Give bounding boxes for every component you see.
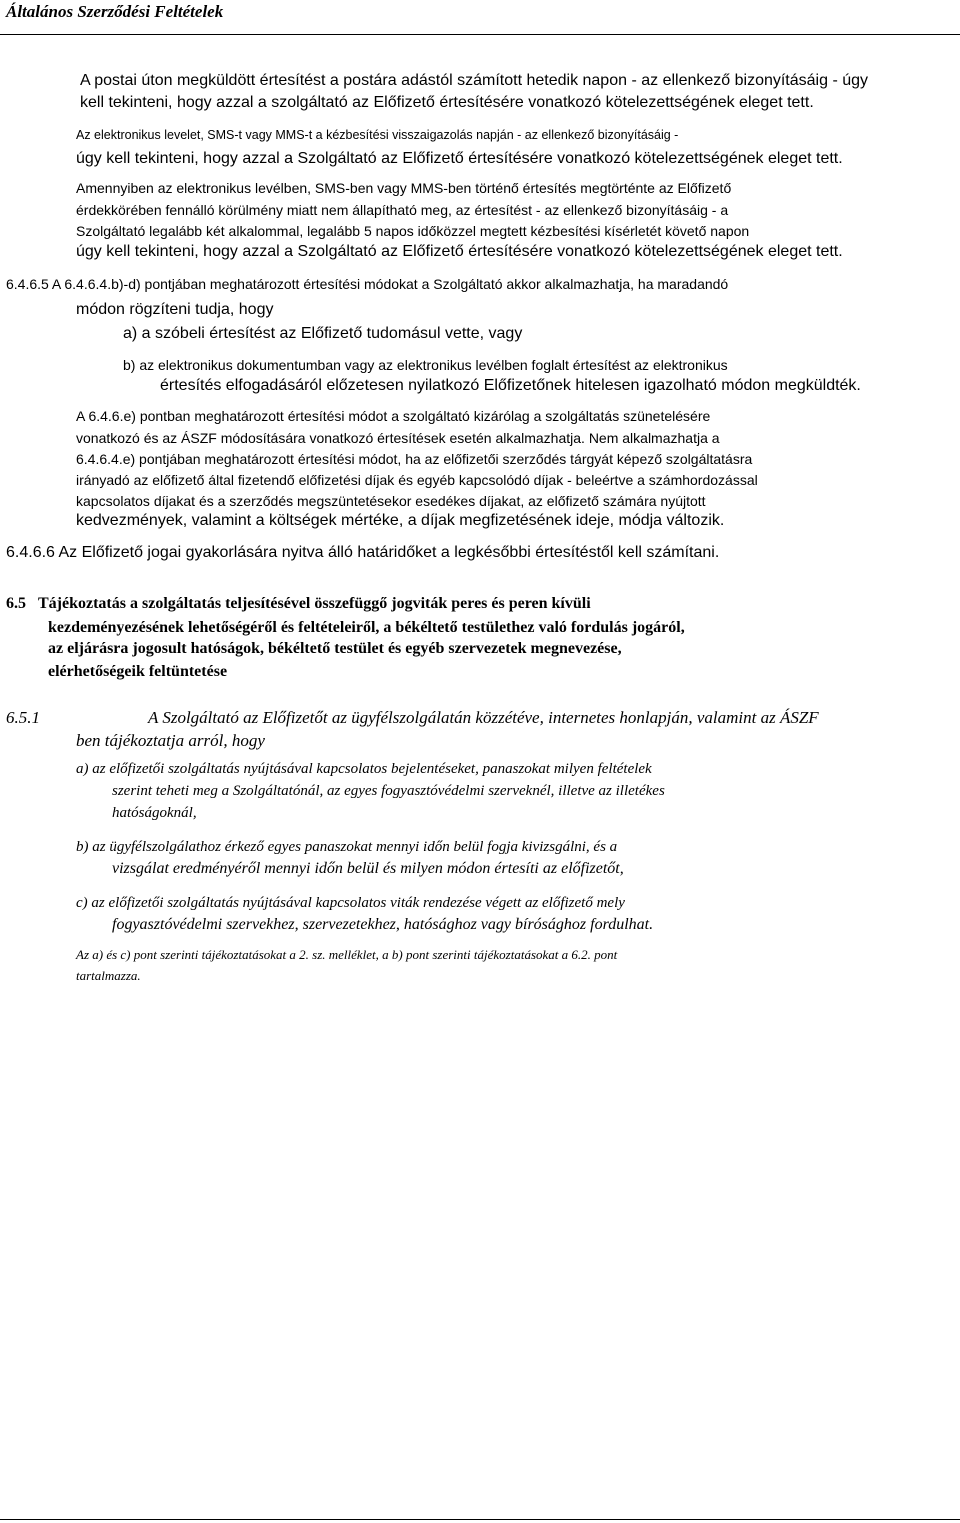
paragraph-6466e-line: irányadó az előfizető által fizetendő előfizetési díjak és egyéb kapcsolódó díjak - beleértve a számhordozással xyxy=(76,472,758,488)
paragraph-6466e-line: 6.4.6.4.e) pontjában meghatározott értesítési módot, ha az előfizetői szerződés tárgyát képező szolgáltatásra xyxy=(76,451,753,467)
section-6465-line: módon rögzíteni tudja, hogy xyxy=(76,301,274,318)
section-6465-item-a: a) a szóbeli értesítést az Előfizető tudomásul vette, vagy xyxy=(123,325,523,342)
section-651-item-a: a) az előfizetői szolgáltatás nyújtásával kapcsolatos bejelentéseket, panaszokat milyen feltételek xyxy=(76,761,652,777)
section-651-item-c: c) az előfizetői szolgáltatás nyújtásával kapcsolatos viták rendezése végett az előfizető mely xyxy=(76,895,625,911)
paragraph-undeliverable-line: úgy kell tekinteni, hogy azzal a Szolgáltató az Előfizető értesítésére vonatkozó kötelezettségének eleget tett. xyxy=(76,243,843,260)
section-65-heading-line: elérhetőségeik feltüntetése xyxy=(48,663,228,680)
paragraph-undeliverable-line: érdekkörében fennálló körülmény miatt nem állapítható meg, az értesítést - az ellenkező bizonyításáig - a xyxy=(76,202,729,218)
paragraph-electronic-line: úgy kell tekinteni, hogy azzal a Szolgáltató az Előfizető értesítésére vonatkozó kötelezettségének eleget tett. xyxy=(76,150,843,167)
footer-rule xyxy=(0,1519,960,1520)
document-title: Általános Szerződési Feltételek xyxy=(6,2,224,21)
paragraph-undeliverable-line: Szolgáltató legalább két alkalommal, legalább 5 napos időközzel megtett kézbesítési kísérletét követő napon xyxy=(76,223,750,239)
section-651-line: A Szolgáltató az Előfizetőt az ügyfélszolgálatán közzétéve, internetes honlapján, valamint az ÁSZF xyxy=(148,708,819,727)
paragraph-6466e-line: kapcsolatos díjakat és a szerződés megszüntetésekor esedékes díjakat, az előfizető számára nyújtott xyxy=(76,493,706,509)
section-651-item-b: b) az ügyfélszolgálathoz érkező egyes panaszokat mennyi időn belül fogja kivizsgálni, és a xyxy=(76,839,618,855)
section-65-heading-line: kezdeményezésének lehetőségéről és feltételeiről, a békéltető testülethez való fordulás jogáról, xyxy=(48,619,685,636)
section-6465-item-b: értesítés elfogadásáról előzetesen nyilatkozó Előfizetőnek hitelesen igazolható módon megküldték. xyxy=(160,377,861,394)
section-6465-item-b: b) az elektronikus dokumentumban vagy az elektronikus levélben foglalt értesítést az elektronikus xyxy=(123,357,728,373)
page-header xyxy=(0,0,960,35)
section-651-item-b: vizsgálat eredményéről mennyi időn belül és milyen módon értesíti az előfizetőt, xyxy=(112,860,624,877)
section-651-line: ben tájékoztatja arról, hogy xyxy=(76,731,265,750)
section-6466: 6.4.6.6 Az Előfizető jogai gyakorlására nyitva álló határidőket a legkésőbbi értesítéstől kell számítani. xyxy=(6,544,720,561)
section-6465-line: 6.4.6.5 A 6.4.6.4.b)-d) pontjában meghatározott értesítési módokat a Szolgáltató akkor alkalmazhatja, ha maradandó xyxy=(6,276,729,292)
section-651-item-a: hatóságoknál, xyxy=(112,805,197,821)
section-651-item-c: fogyasztóvédelmi szervekhez, szervezetekhez, hatósághoz vagy bírósághoz fordulhat. xyxy=(112,916,654,933)
section-65-heading-line: az eljárásra jogosult hatóságok, békéltető testület és egyéb szervezetek megnevezése, xyxy=(48,640,622,657)
paragraph-6466e-line: kedvezmények, valamint a költségek mértéke, a díjak megfizetésének ideje, módja változik. xyxy=(76,512,725,529)
paragraph-postal-line: kell tekinteni, hogy azzal a szolgáltató az Előfizető értesítésére vonatkozó kötelezettségének eleget tett. xyxy=(80,94,814,111)
paragraph-electronic-line: Az elektronikus levelet, SMS-t vagy MMS-t a kézbesítési visszaigazolás napján - az ellenkező bizonyításáig - xyxy=(76,128,679,142)
paragraph-6466e-line: A 6.4.6.e) pontban meghatározott értesítési módot a szolgáltató kizárólag a szolgáltatás szünetelésére xyxy=(76,408,711,424)
paragraph-6466e-line: vonatkozó és az ÁSZF módosítására vonatkozó értesítések esetén alkalmazhatja. Nem alkalmazhatja a xyxy=(76,430,720,446)
section-651-number: 6.5.1 xyxy=(6,708,40,727)
paragraph-undeliverable-line: Amennyiben az elektronikus levélben, SMS-ben vagy MMS-ben történő értesítés megtörténte az Előfizető xyxy=(76,180,732,196)
section-651-item-a: szerint teheti meg a Szolgáltatónál, az egyes fogyasztóvédelmi szerveknél, illetve az illetékes xyxy=(112,783,665,799)
section-651-note: tartalmazza. xyxy=(76,968,141,983)
section-65-heading-line: Tájékoztatás a szolgáltatás teljesítésével összefüggő jogviták peres és peren kívüli xyxy=(38,595,591,612)
section-65-number: 6.5 xyxy=(6,595,26,612)
section-651-note: Az a) és c) pont szerinti tájékoztatásokat a 2. sz. melléklet, a b) pont szerinti tájékoztatásokat a 6.2. pont xyxy=(76,947,618,962)
paragraph-postal-line: A postai úton megküldött értesítést a postára adástól számított hetedik napon - az ellenkező bizonyításáig - úgy xyxy=(80,72,869,89)
